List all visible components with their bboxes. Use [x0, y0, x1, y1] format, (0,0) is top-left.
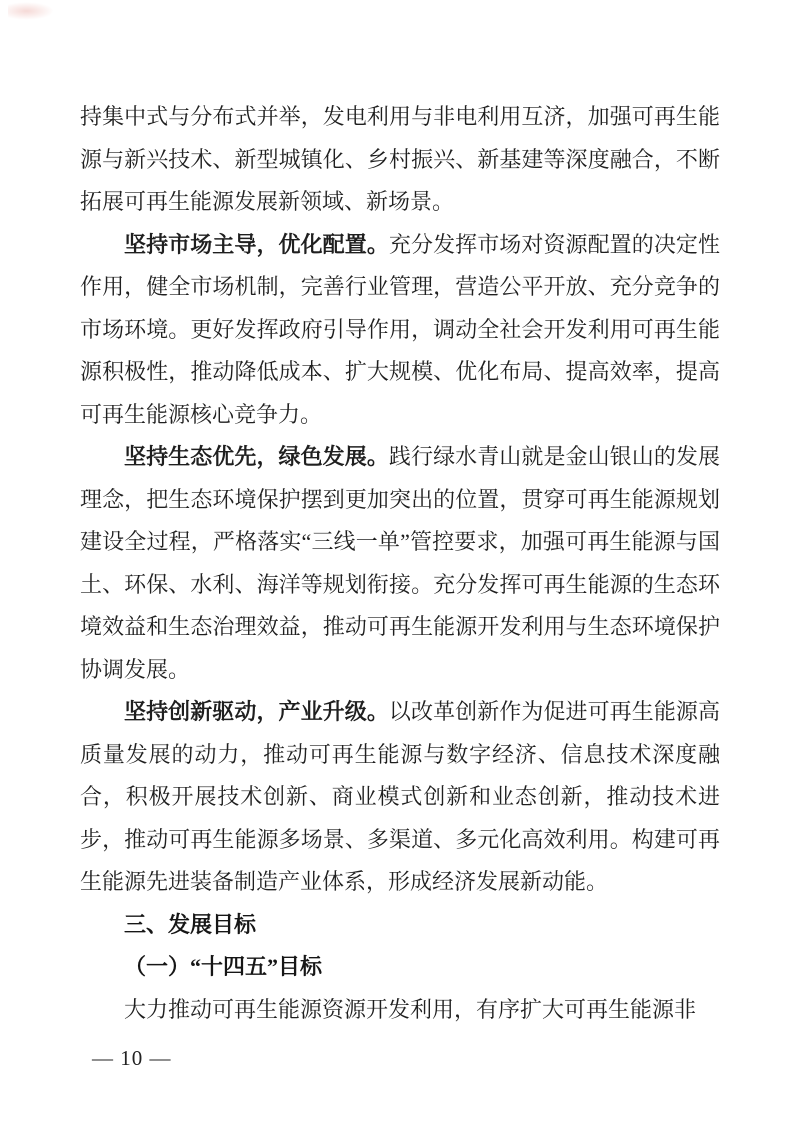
paragraph-continuation [80, 96, 720, 224]
paragraph-ecology-priority [80, 436, 720, 691]
paragraph-market-orientation [80, 224, 720, 437]
section-heading-development-goals: 三、发展目标 [124, 911, 257, 937]
paragraph-lead-bold: 坚持市场主导，优化配置。 [124, 231, 389, 257]
paragraph-goals-intro [80, 989, 720, 1032]
paragraph-text: 充分发挥市场对资源配置的决定性作用，健全市场机制，完善行业管理，营造公平开放、充分竞争的市场环境。更好发挥政府引导作用，调动全社会开发利用可再生能源积极性，推动降低成本、扩大规模、优化布局、提高效率，提高可再生能源核心竞争力。 [80, 231, 720, 427]
page-number: — 10 — [92, 1046, 172, 1070]
paragraph-text: 大力推动可再生能源资源开发利用，有序扩大可再生能源非 [124, 996, 697, 1022]
paragraph-text: 践行绿水青山就是金山银山的发展理念，把生态环境保护摆到更加突出的位置，贯穿可再生能源规划建设全过程，严格落实“三线一单”管控要求，加强可再生能源与国土、环保、水利、海洋等规划衔接。充分发挥可再生能源的生态环境效益和生态治理效益，推动可再生能源开发利用与生态环境保护协调发展。 [80, 444, 720, 682]
paragraph-innovation-driven [80, 691, 720, 904]
subsection-heading-14th-five-year-goals: （一）“十四五”目标 [124, 954, 323, 979]
document-body [80, 96, 720, 1031]
page-footer [92, 1044, 172, 1072]
paragraph-text: 以改革创新作为促进可再生能源高质量发展的动力，推动可再生能源与数字经济、信息技术深度融合，积极开展技术创新、商业模式创新和业态创新，推动技术进步，推动可再生能源多场景、多渠道、多元化高效利用。构建可再生能源先进装备制造产业体系，形成经济发展新动能。 [80, 699, 720, 894]
paragraph-lead-bold: 坚持生态优先，绿色发展。 [124, 444, 389, 469]
paragraph-lead-bold: 坚持创新驱动，产业升级。 [124, 699, 389, 724]
paragraph-text: 持集中式与分布式并举，发电利用与非电利用互济，加强可再生能源与新兴技术、新型城镇化、乡村振兴、新基建等深度融合，不断拓展可再生能源发展新领域、新场景。 [80, 104, 720, 214]
scan-artifact-mark [8, 2, 54, 20]
